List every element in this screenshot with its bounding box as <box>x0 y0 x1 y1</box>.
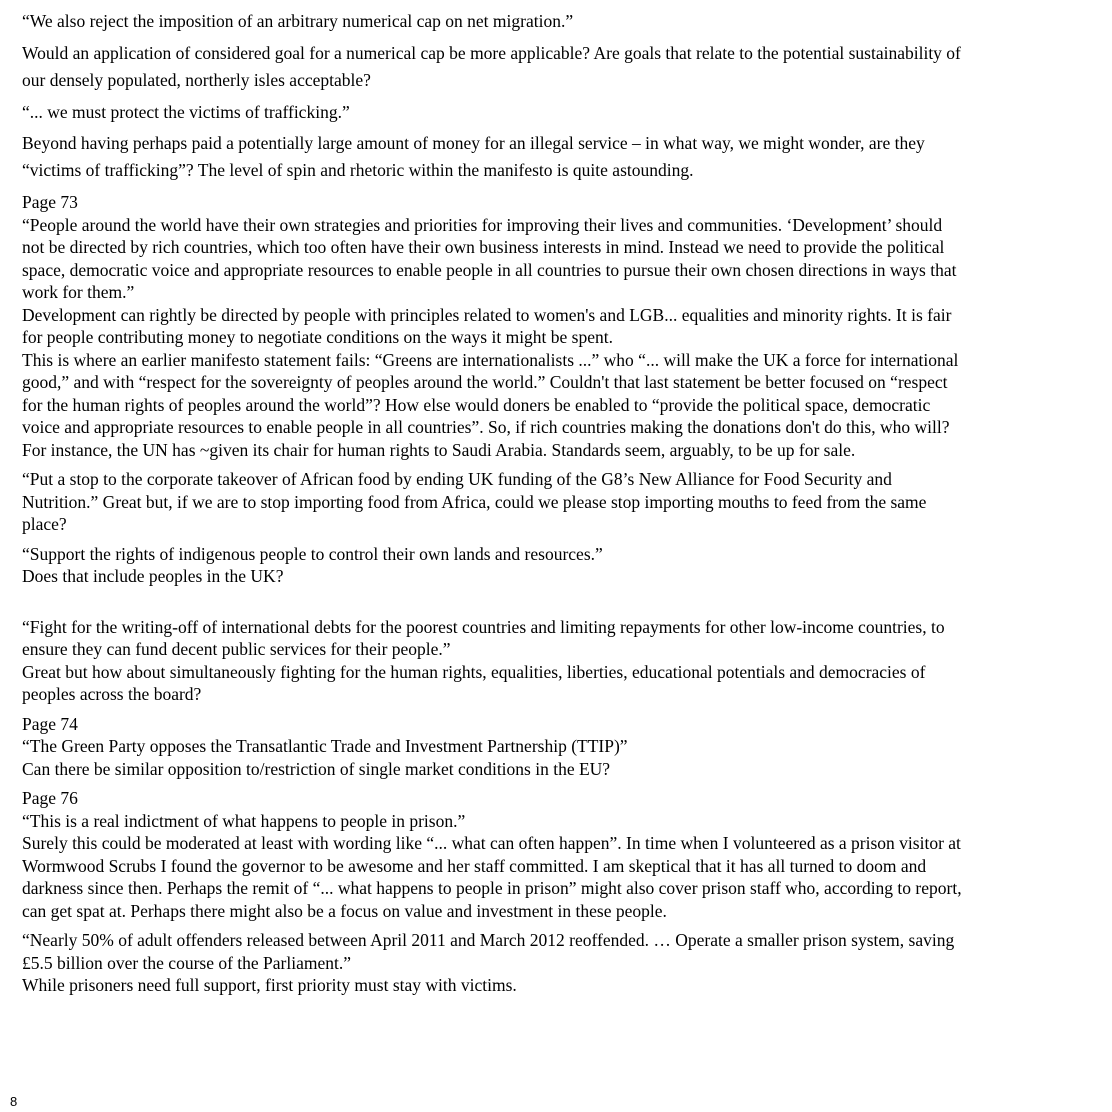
page-heading: Page 76 <box>22 788 78 808</box>
text-line: peoples across the board? <box>22 684 202 704</box>
text-line: Surely this could be moderated at least with wording like “... what can often happen”. In time when I volunteered as a prison visitor at <box>22 833 961 853</box>
text-line: “Fight for the writing-off of international debts for the poorest countries and limiting repayments for other low-income countries, to <box>22 616 945 637</box>
paragraph-migration-response <box>22 40 1094 94</box>
quote-trafficking <box>22 101 1094 124</box>
section-page-74 <box>22 713 1094 781</box>
text-line: While prisoners need full support, first priority must stay with victims. <box>22 975 517 995</box>
text-line: “Support the rights of indigenous people to control their own lands and resources.” <box>22 543 603 564</box>
text-line: “The Green Party opposes the Transatlantic Trade and Investment Partnership (TTIP)” <box>22 736 628 756</box>
text-line: “People around the world have their own strategies and priorities for improving their lives and communities. ‘Development’ should <box>22 214 943 235</box>
section-page-76 <box>22 787 1094 922</box>
page-heading: Page 73 <box>22 192 78 212</box>
text-line: £5.5 billion over the course of the Parliament.” <box>22 952 352 973</box>
text-line: Would an application of considered goal for a numerical cap be more applicable? Are goals that relate to the potential sustainability of <box>22 42 961 63</box>
text-line: “We also reject the imposition of an arbitrary numerical cap on net migration.” <box>22 11 574 31</box>
text-line: not be directed by rich countries, which too often have their own business interests in mind. Instead we need to provide the political <box>22 237 945 257</box>
text-line: “... we must protect the victims of trafficking.” <box>22 101 350 122</box>
paragraph-african-food <box>22 468 1094 536</box>
text-line: “Put a stop to the corporate takeover of African food by ending UK funding of the G8’s New Alliance for Food Security and <box>22 469 892 489</box>
text-line: for people contributing money to negotiate conditions on the ways it might be spent. <box>22 327 614 347</box>
text-line: Development can rightly be directed by people with principles related to women's and LGB... equalities and minority rights. It is fair <box>22 304 952 325</box>
text-line: voice and appropriate resources to enable people in all countries”. So, if rich countries making the donations don't do this, who will? <box>22 417 950 437</box>
text-line: place? <box>22 514 67 534</box>
page-heading: Page 74 <box>22 713 78 734</box>
text-line: Nutrition.” Great but, if we are to stop importing food from Africa, could we please stop importing mouths to feed from the same <box>22 491 927 512</box>
text-line: work for them.” <box>22 282 135 302</box>
text-line: This is where an earlier manifesto statement fails: “Greens are internationalists ...” who “... will make the UK a force for international <box>22 349 959 370</box>
text-line: our densely populated, northerly isles acceptable? <box>22 69 371 90</box>
paragraph-indigenous-rights <box>22 543 1094 588</box>
text-line: Wormwood Scrubs I found the governor to be awesome and her staff committed. I am skeptical that it has all turned to doom and <box>22 855 927 876</box>
quote-migration-cap <box>22 10 1094 33</box>
text-line: “victims of trafficking”? The level of spin and rhetoric within the manifesto is quite astounding. <box>22 160 694 180</box>
text-line: Great but how about simultaneously fighting for the human rights, equalities, liberties, educational potentials and democracies of <box>22 661 926 682</box>
paragraph-trafficking-response <box>22 130 1094 184</box>
text-line: good,” and with “respect for the sovereignty of peoples around the world.” Couldn't that last statement be better focused on “respect <box>22 372 948 392</box>
paragraph-reoffending <box>22 929 1094 997</box>
text-line: “This is a real indictment of what happens to people in prison.” <box>22 810 466 831</box>
text-line: ensure they can fund decent public services for their people.” <box>22 639 451 659</box>
text-line: Can there be similar opposition to/restriction of single market conditions in the EU? <box>22 758 611 779</box>
text-line: Beyond having perhaps paid a potentially large amount of money for an illegal service – in what way, we might wonder, are they <box>22 133 925 153</box>
section-page-73 <box>22 191 1094 461</box>
text-line: for the human rights of peoples around the world”? How else would doners be enabled to “provide the political space, democratic <box>22 394 931 415</box>
paragraph-debt-writeoff <box>22 616 1094 706</box>
text-line: For instance, the UN has ~given its chair for human rights to Saudi Arabia. Standards seem, arguably, to be up for sale. <box>22 439 856 460</box>
text-line: Does that include peoples in the UK? <box>22 566 284 586</box>
page-number: 8 <box>10 1094 18 1109</box>
text-line: darkness since then. Perhaps the remit of “... what happens to people in prison” might also cover prison staff who, according to report, <box>22 878 962 898</box>
text-line: “Nearly 50% of adult offenders released between April 2011 and March 2012 reoffended. … Operate a smaller prison system, saving <box>22 930 955 950</box>
text-line: can get spat at. Perhaps there might also be a focus on value and investment in these people. <box>22 900 667 921</box>
document-body <box>22 10 1094 997</box>
text-line: space, democratic voice and appropriate resources to enable people in all countries to pursue their own chosen directions in ways that <box>22 259 957 280</box>
